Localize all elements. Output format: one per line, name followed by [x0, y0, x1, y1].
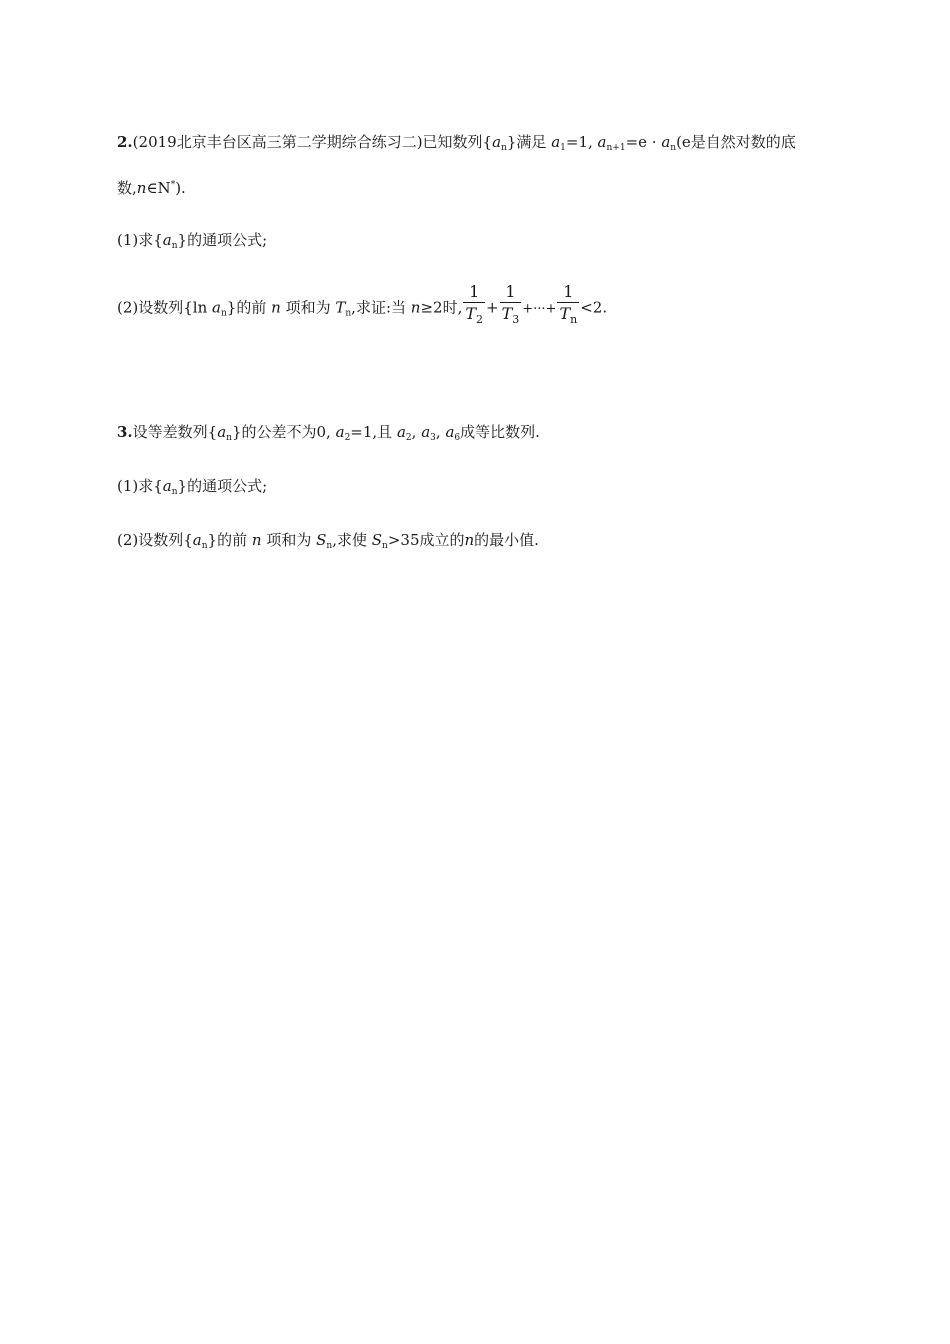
problem-2-statement-line-1: 2.(2019北京丰台区高三第二学期综合练习二)已知数列$\{a_n\}$满足 $a_1=1$, $a_{n+1}=e \cdot a_n(e$是自然对数的底 — [117, 133, 796, 153]
problem-3-part-2: (2)设数列$\{a_n\}$的前 n 项和为 $S_n$,求使 $S_n>35$成立的n的最小值. — [117, 531, 539, 551]
problem-number: 3. — [117, 423, 133, 441]
problem-2-statement-line-2: 数,n∈N*). — [117, 179, 186, 197]
fraction-1-over-t2: $\frac{1}{T_2}$ — [463, 282, 485, 331]
fraction-1-over-tn: $\frac{1}{T_n}$ — [557, 282, 579, 331]
problem-number: 2. — [117, 133, 133, 151]
problem-2-part-1: (1)求$\{a_n\}$的通项公式; — [117, 231, 268, 251]
fraction-1-over-t3: $\frac{1}{T_3}$ — [500, 282, 522, 331]
problem-3-part-1: (1)求$\{a_n\}$的通项公式; — [117, 477, 268, 497]
problem-3-statement: 3.设等差数列$\{a_n\}$的公差不为0, $a_2=1$,且 $a_2$, $a_3$, $a_6$成等比数列. — [117, 423, 540, 443]
problem-2-part-2: (2)设数列{ln $a_n$}的前 n 项和为 $T_n$,求证:当 n≥2时, $\frac{1}{T_2}$ + $\frac{1}{T_3}$ +···+ $\frac{1}{T_n}$ <2. — [117, 284, 607, 336]
